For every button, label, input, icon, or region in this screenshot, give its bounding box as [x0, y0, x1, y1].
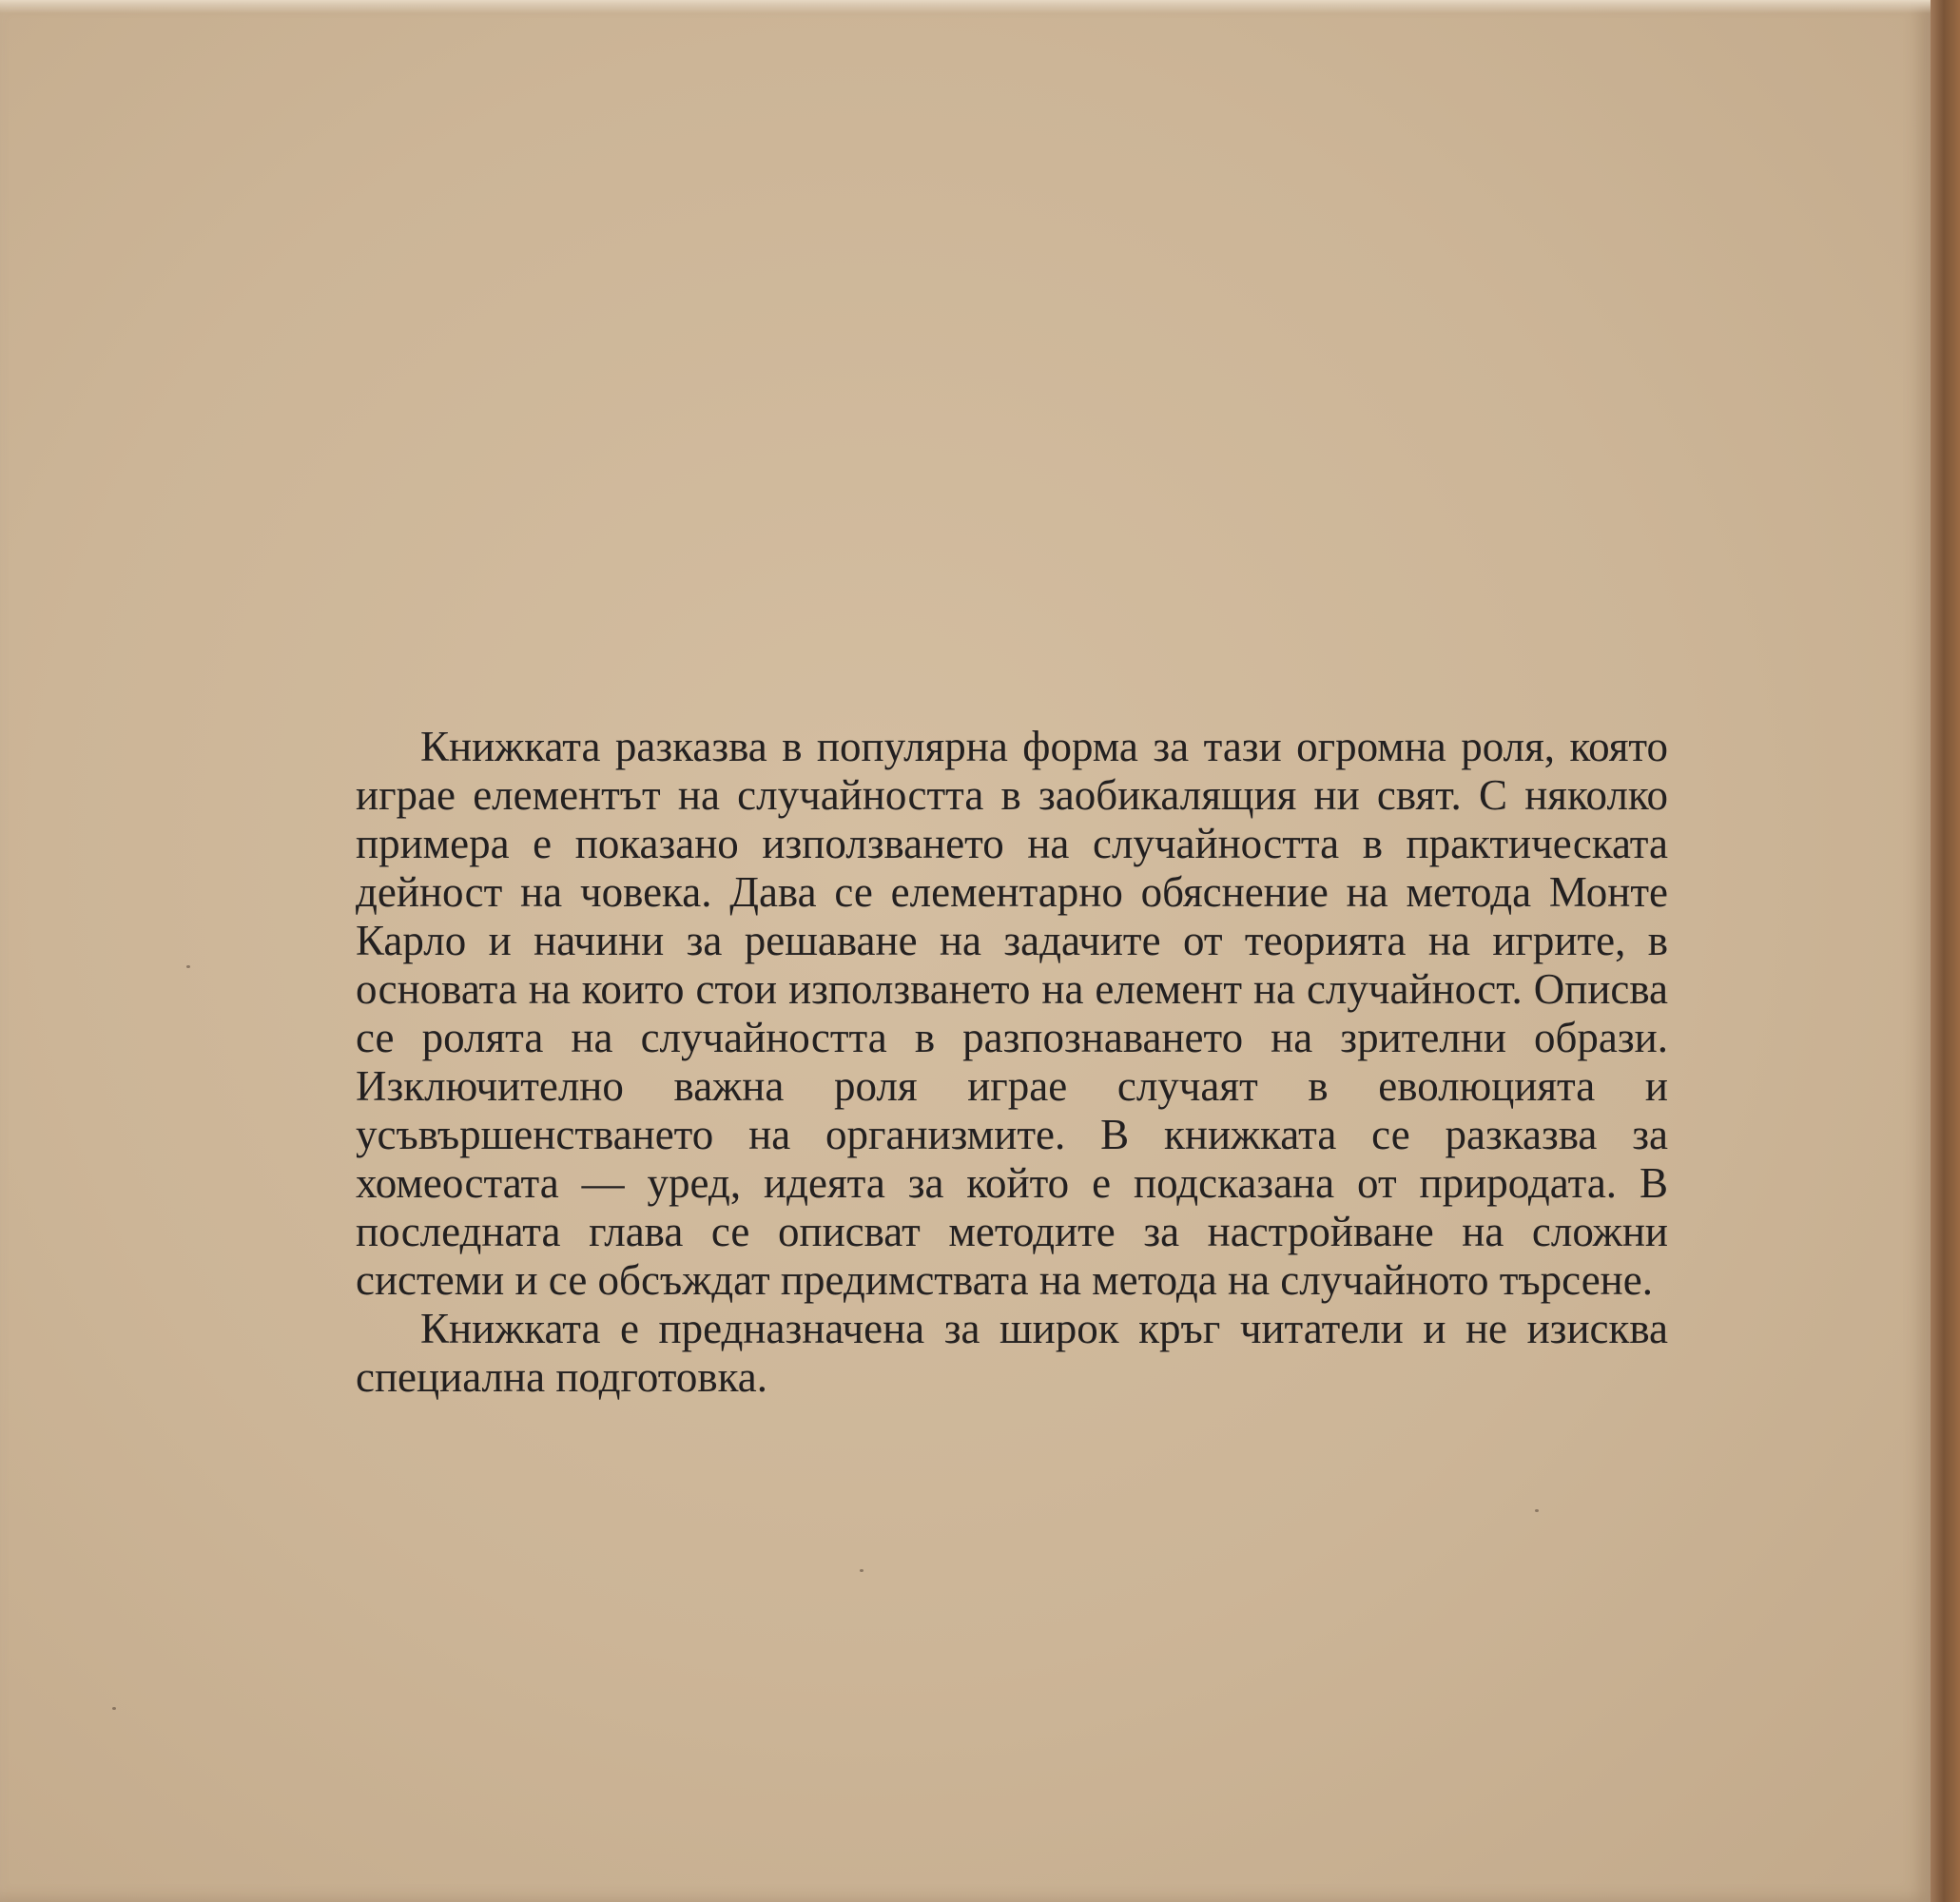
paper-speck [186, 965, 190, 968]
paper-speck [1535, 1509, 1539, 1512]
paper-speck [860, 1569, 864, 1572]
annotation-paragraph-2: Книжката е предназначена за широк кръг читатели и не изисква специална подготовка. [356, 1305, 1668, 1401]
annotation-paragraph-1: Книжката разказва в популярна форма за тази огромна роля, която играе елементът на случайността в заобикалящия ни свят. С няколко примера е показано използването на случайността в практическата дейност на човека. Дава се елементарно обяснение на метода Монте Карло и начини за решаване на задачите от теорията на игрите, в основата на които стои използването на елемент на случайност. Описва се ролята на случайността в разпознаването на зрителни образи. Изключително важна роля играе случаят в еволюцията и усъвършенстването на организмите. В книжката се разказва за хомеостата — уред, идеята за който е подсказана от природата. В последната глава се описват методите за настройване на сложни системи и се обсъждат предимствата на метода на случайното търсене. [356, 723, 1668, 1304]
annotation-text [356, 723, 1668, 1402]
page-binding-edge [1931, 0, 1960, 1902]
paper-speck [112, 1707, 116, 1710]
page-top-edge [0, 0, 1931, 13]
